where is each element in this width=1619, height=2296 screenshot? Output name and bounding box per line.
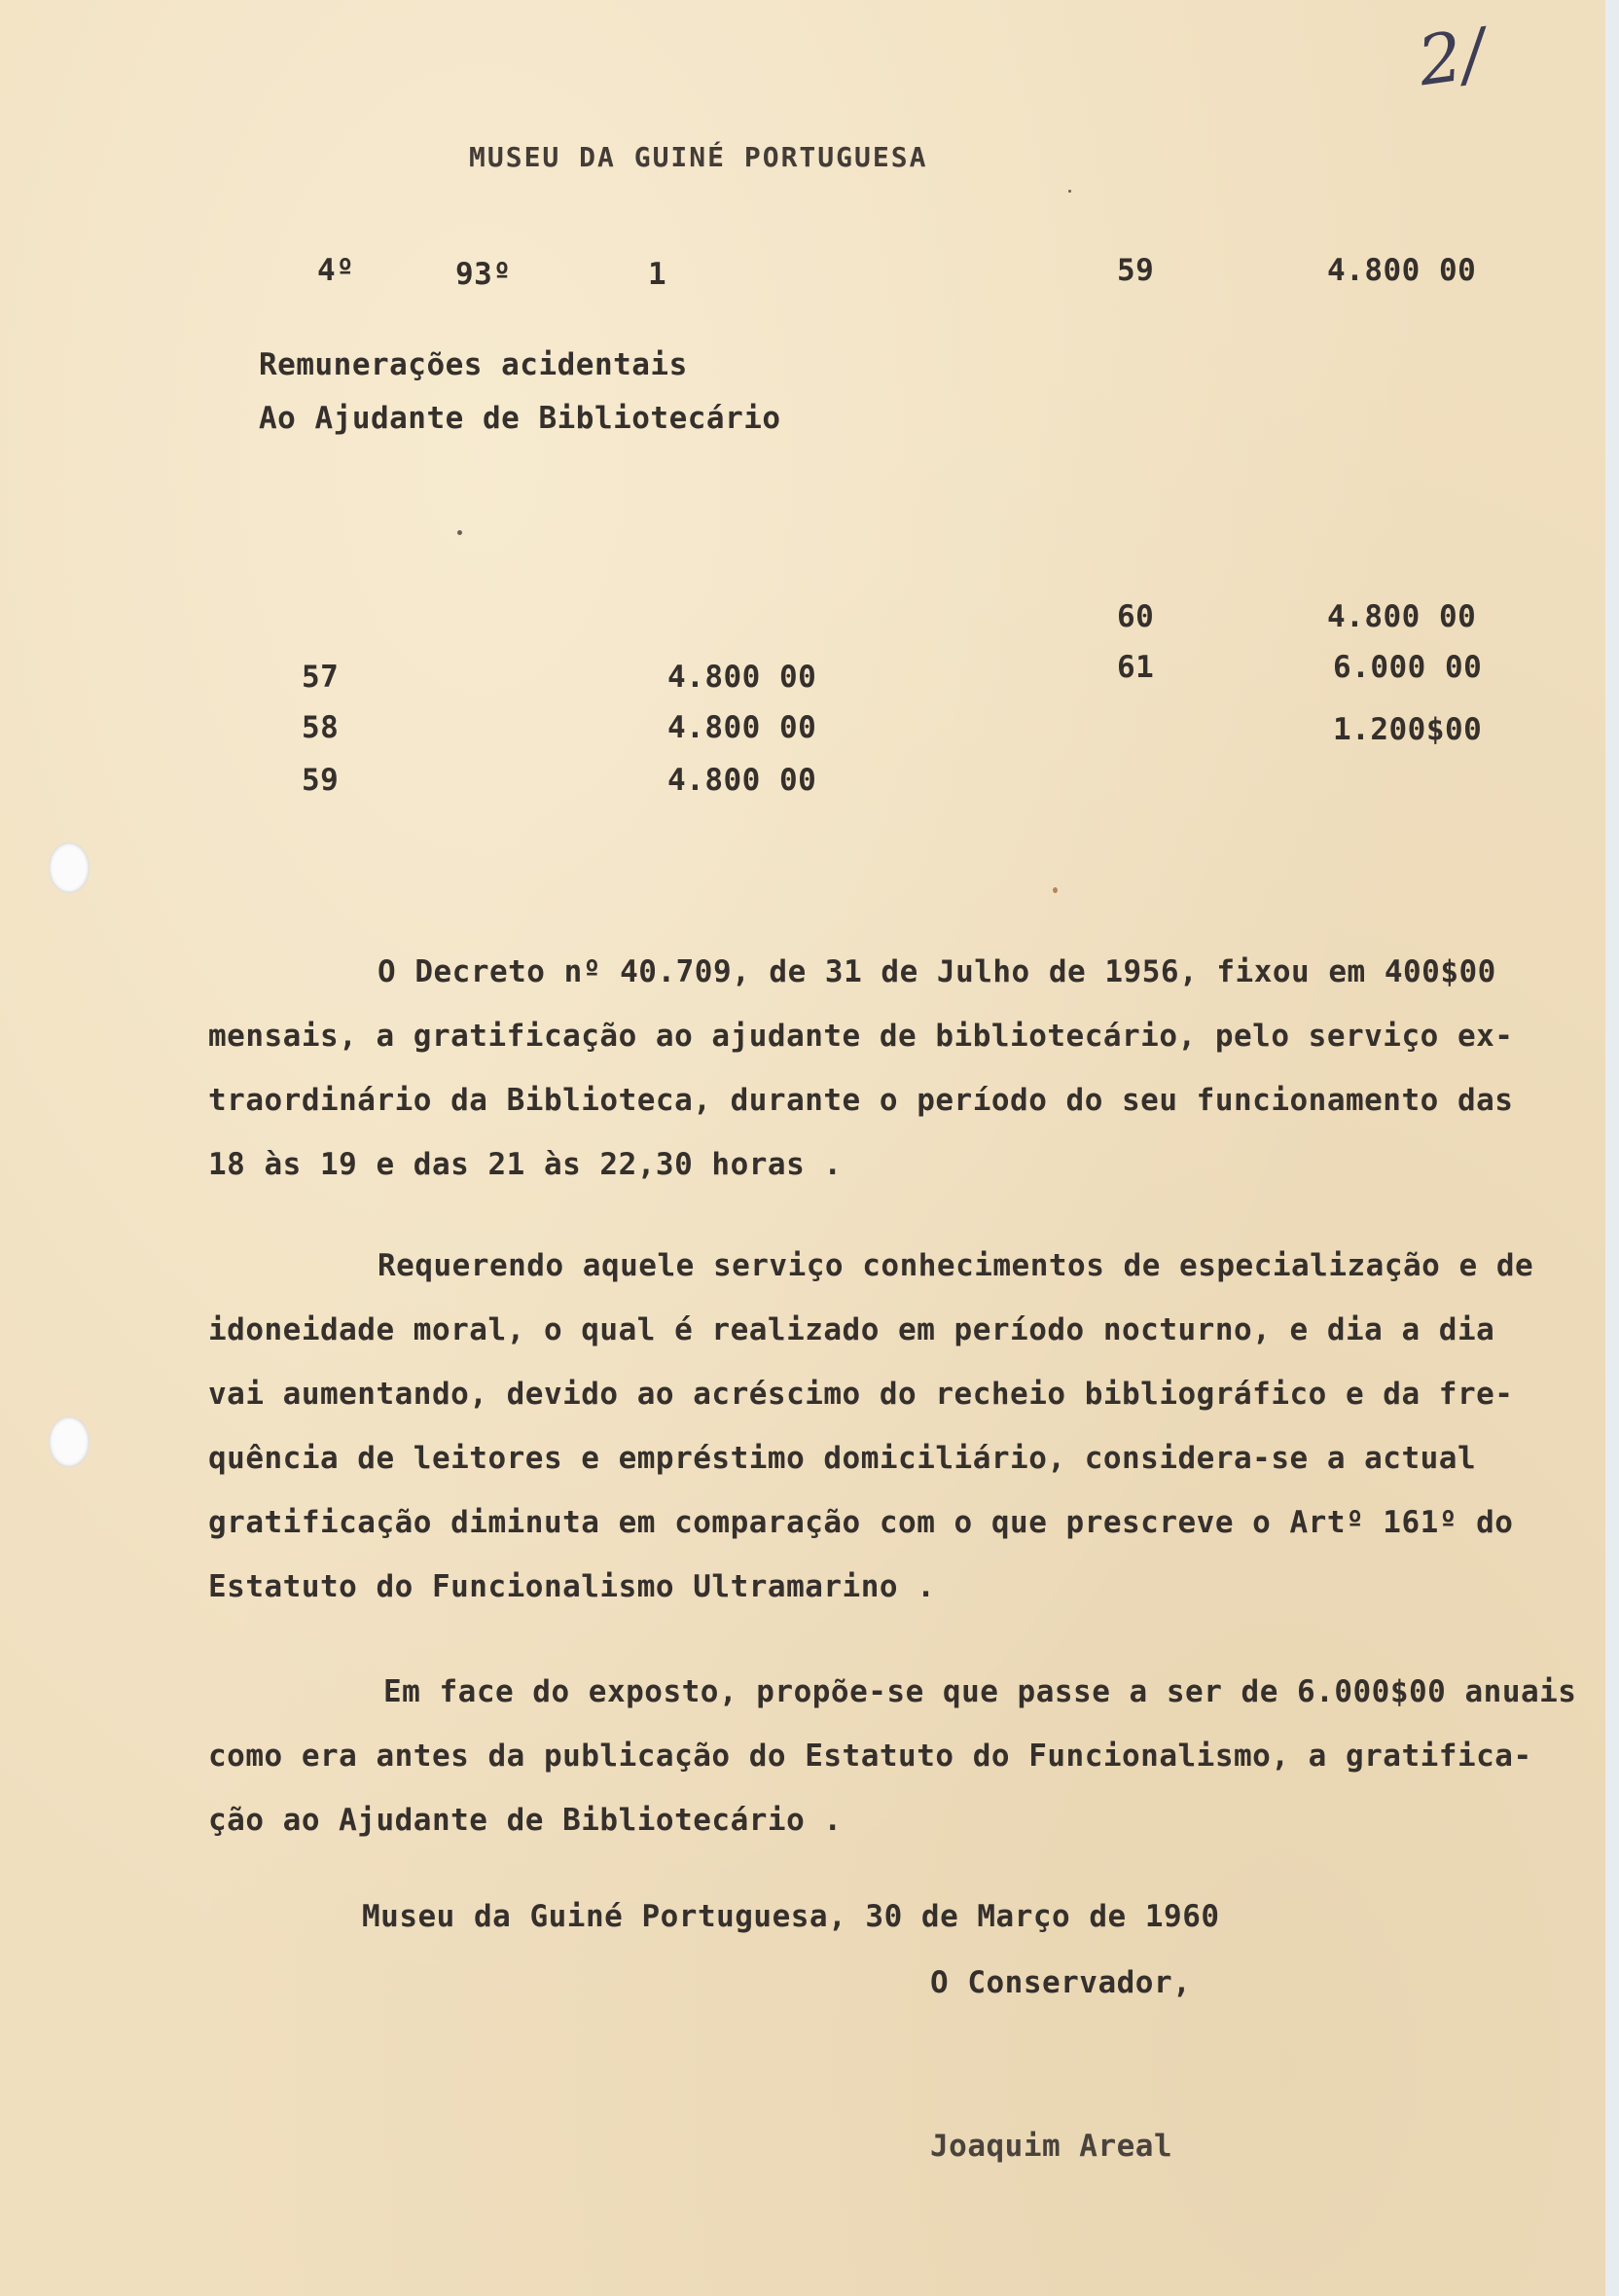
paragraph-2-line-2: idoneidade moral, o qual é realizado em período nocturno, e dia a dia bbox=[208, 1312, 1495, 1347]
right-table-year-1: 60 bbox=[1117, 599, 1155, 634]
paragraph-3-line-2: como era antes da publicação do Estatuto do Funcionalismo, a gratifica- bbox=[208, 1739, 1532, 1774]
paragraph-3-line-1: Em face do exposto, propõe-se que passe a ser de 6.000$00 anuais bbox=[383, 1674, 1577, 1709]
left-table-amount-1: 4.800 00 bbox=[667, 660, 817, 695]
punch-hole-top bbox=[49, 843, 90, 893]
paragraph-3 bbox=[208, 1660, 1576, 1852]
right-table-amount-3: 1.200$00 bbox=[1333, 712, 1483, 747]
letterhead: MUSEU DA GUINÉ PORTUGUESA bbox=[469, 141, 928, 173]
left-table-amount-3: 4.800 00 bbox=[667, 763, 817, 798]
left-table-year-2: 58 bbox=[302, 710, 340, 745]
paragraph-2-line-6: Estatuto do Funcionalismo Ultramarino . bbox=[208, 1569, 936, 1604]
right-table-amount-2: 6.000 00 bbox=[1333, 650, 1483, 685]
budget-year: 59 bbox=[1117, 253, 1155, 288]
punch-hole-bottom bbox=[49, 1417, 90, 1467]
left-table-year-1: 57 bbox=[302, 660, 340, 695]
paragraph-1-line-1: O Decreto nº 40.709, de 31 de Julho de 1956, fixou em 400$00 bbox=[378, 954, 1496, 989]
paragraph-1 bbox=[208, 940, 1513, 1197]
folio-number: 2/ bbox=[1413, 13, 1491, 102]
heading-line-1: Remunerações acidentais bbox=[259, 347, 688, 382]
budget-chapter: 4º bbox=[317, 253, 355, 288]
paragraph-3-line-3: ção ao Ajudante de Bibliotecário . bbox=[208, 1803, 843, 1838]
paragraph-2-line-4: quência de leitores e empréstimo domiciliário, considera-se a actual bbox=[208, 1441, 1477, 1476]
place-and-date: Museu da Guiné Portuguesa, 30 de Março de 1960 bbox=[362, 1899, 1220, 1934]
paragraph-1-line-3: traordinário da Biblioteca, durante o período do seu funcionamento das bbox=[208, 1083, 1514, 1118]
paragraph-1-line-2: mensais, a gratificação ao ajudante de bibliotecário, pelo serviço ex- bbox=[208, 1019, 1514, 1054]
page-edge bbox=[1605, 0, 1619, 2296]
paragraph-1-line-4: 18 às 19 e das 21 às 22,30 horas . bbox=[208, 1147, 843, 1182]
signature-title: O Conservador, bbox=[930, 1965, 1192, 2000]
paper-speck bbox=[1053, 887, 1058, 893]
paper-speck bbox=[1068, 190, 1071, 193]
signature-name: Joaquim Areal bbox=[930, 2129, 1173, 2164]
budget-item: 1 bbox=[648, 257, 667, 292]
budget-article: 93º bbox=[455, 257, 512, 292]
paragraph-2-line-3: vai aumentando, devido ao acréscimo do recheio bibliográfico e da fre- bbox=[208, 1377, 1514, 1412]
heading-line-2: Ao Ajudante de Bibliotecário bbox=[259, 401, 781, 436]
left-table-year-3: 59 bbox=[302, 763, 340, 798]
paragraph-2-line-5: gratificação diminuta em comparação com o que prescreve o Artº 161º do bbox=[208, 1505, 1514, 1540]
paragraph-2 bbox=[208, 1234, 1533, 1619]
left-table-amount-2: 4.800 00 bbox=[667, 710, 817, 745]
paper-speck bbox=[457, 530, 462, 535]
right-table-amount-1: 4.800 00 bbox=[1327, 599, 1477, 634]
budget-amount: 4.800 00 bbox=[1327, 253, 1477, 288]
right-table-year-2: 61 bbox=[1117, 650, 1155, 685]
paragraph-2-line-1: Requerendo aquele serviço conhecimentos de especialização e de bbox=[378, 1248, 1534, 1283]
